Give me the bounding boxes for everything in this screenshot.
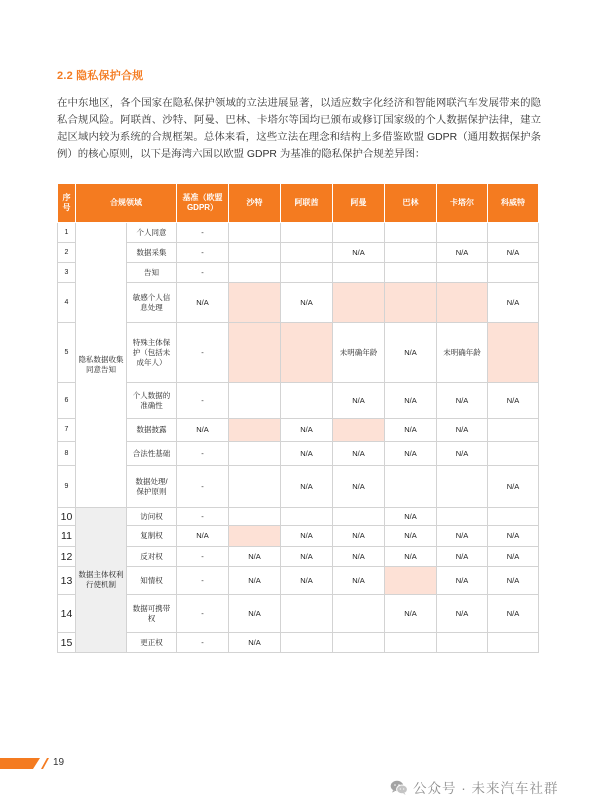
value-cell: N/A [488,383,539,419]
value-cell: 未明确年龄 [437,323,488,383]
value-cell: N/A [385,547,437,567]
table-row [58,323,539,383]
table-row [58,263,539,283]
value-cell: N/A [281,547,333,567]
table-row [58,383,539,419]
header-column: 科威特 [488,184,539,223]
value-cell: N/A [385,442,437,466]
row-number-cell: 2 [58,243,76,263]
table-row [58,595,539,633]
item-cell: 敏感个人信息处理 [127,283,177,323]
table-row [58,419,539,442]
value-cell [437,633,488,653]
value-cell [229,466,281,508]
item-cell: 数据处理/保护原则 [127,466,177,508]
value-cell: N/A [437,526,488,547]
table-row [58,442,539,466]
row-number-cell: 3 [58,263,76,283]
value-cell: N/A [177,419,229,442]
item-cell: 合法性基础 [127,442,177,466]
table-row [58,243,539,263]
table-row [58,526,539,547]
value-cell: N/A [437,547,488,567]
value-cell: N/A [437,383,488,419]
value-cell: - [177,243,229,263]
value-cell [333,595,385,633]
value-cell-highlighted [229,419,281,442]
value-cell [333,223,385,243]
value-cell [385,466,437,508]
value-cell [229,263,281,283]
header-column: 阿曼 [333,184,385,223]
value-cell [281,508,333,526]
value-cell: - [177,466,229,508]
table-row [58,547,539,567]
value-cell: N/A [333,526,385,547]
table-row [58,508,539,526]
value-cell: N/A [488,466,539,508]
value-cell: N/A [488,567,539,595]
value-cell: N/A [333,466,385,508]
row-number-cell: 12 [58,547,76,567]
value-cell: N/A [177,283,229,323]
header-column: 基准（欧盟GDPR） [177,184,229,223]
value-cell-highlighted [488,323,539,383]
row-number-cell: 6 [58,383,76,419]
value-cell [385,263,437,283]
value-cell: N/A [437,442,488,466]
value-cell [281,263,333,283]
value-cell [488,223,539,243]
value-cell: 未明确年龄 [333,323,385,383]
value-cell [488,633,539,653]
value-cell: - [177,567,229,595]
value-cell: - [177,633,229,653]
table-header-row [58,184,539,223]
value-cell [281,633,333,653]
row-number-cell: 10 [58,508,76,526]
row-number-cell: 11 [58,526,76,547]
category-cell: 隐私数据收集同意告知 [76,223,127,508]
page-number: 19 [53,757,65,768]
row-number-cell: 15 [58,633,76,653]
watermark [390,777,559,797]
value-cell: N/A [281,567,333,595]
item-cell: 告知 [127,263,177,283]
value-cell: - [177,223,229,243]
value-cell: N/A [488,595,539,633]
value-cell [488,419,539,442]
value-cell [229,383,281,419]
row-number-cell: 5 [58,323,76,383]
value-cell [229,508,281,526]
value-cell-highlighted [229,323,281,383]
value-cell: - [177,323,229,383]
table-row [58,223,539,243]
value-cell-highlighted [229,526,281,547]
value-cell-highlighted [385,283,437,323]
value-cell: - [177,442,229,466]
value-cell: N/A [177,526,229,547]
value-cell [488,508,539,526]
value-cell: N/A [281,419,333,442]
row-number-cell: 8 [58,442,76,466]
value-cell: N/A [488,547,539,567]
value-cell [437,466,488,508]
row-number-cell: 9 [58,466,76,508]
item-cell: 访问权 [127,508,177,526]
footer-accent-bar [0,758,40,769]
value-cell: N/A [385,323,437,383]
value-cell: N/A [333,383,385,419]
table-row [58,283,539,323]
value-cell: - [177,263,229,283]
value-cell: N/A [437,243,488,263]
value-cell [229,223,281,243]
value-cell [385,223,437,243]
value-cell [281,383,333,419]
value-cell: - [177,595,229,633]
row-number-cell: 14 [58,595,76,633]
row-number-cell: 4 [58,283,76,323]
table-row [58,567,539,595]
table-row [58,633,539,653]
item-cell: 个人数据的准确性 [127,383,177,419]
intro-paragraph: 在中东地区，各个国家在隐私保护领域的立法进展显著，以适应数字化经济和智能网联汽车发展带来的隐私合规风险。阿联酋、沙特、阿曼、巴林、卡塔尔等国均已颁布或修订国家级的个人数据保护法律，建立起区域内较为系统的合规框架。总体来看，这些立法在理念和结构上多借鉴欧盟 GDPR（通用数据保护条例）的核心原则，以下是海湾六国以欧盟 GDPR 为基准的隐私保护合规差异图： [57,98,541,160]
value-cell: N/A [385,526,437,547]
value-cell: N/A [281,526,333,547]
category-cell: 数据主体权利行使机制 [76,508,127,653]
value-cell [229,442,281,466]
header-index: 序号 [58,184,76,223]
value-cell [281,223,333,243]
value-cell-highlighted [333,283,385,323]
value-cell-highlighted [281,323,333,383]
header-column: 巴林 [385,184,437,223]
value-cell [281,243,333,263]
value-cell: N/A [437,419,488,442]
header-column: 卡塔尔 [437,184,488,223]
value-cell [488,442,539,466]
value-cell-highlighted [333,419,385,442]
value-cell: N/A [229,633,281,653]
value-cell: N/A [385,383,437,419]
value-cell [385,633,437,653]
value-cell [281,595,333,633]
value-cell [437,508,488,526]
row-number-cell: 1 [58,223,76,243]
value-cell [333,263,385,283]
row-number-cell: 7 [58,419,76,442]
item-cell: 知情权 [127,567,177,595]
item-cell: 个人同意 [127,223,177,243]
watermark-text: 公众号 · 未来汽车社群 [413,781,559,796]
value-cell: N/A [333,442,385,466]
wechat-icon [390,780,408,795]
value-cell [333,633,385,653]
value-cell: N/A [333,243,385,263]
header-compliance-domain: 合规领域 [76,184,177,223]
value-cell: N/A [437,595,488,633]
header-column: 阿联酋 [281,184,333,223]
value-cell [229,243,281,263]
value-cell [488,263,539,283]
value-cell: - [177,547,229,567]
privacy-compliance-table [57,183,539,653]
item-cell: 数据披露 [127,419,177,442]
value-cell: N/A [488,526,539,547]
value-cell-highlighted [229,283,281,323]
value-cell: N/A [229,567,281,595]
value-cell: N/A [437,567,488,595]
value-cell: N/A [333,567,385,595]
value-cell: - [177,508,229,526]
value-cell: N/A [229,547,281,567]
value-cell: N/A [281,442,333,466]
item-cell: 更正权 [127,633,177,653]
value-cell: N/A [385,508,437,526]
header-column: 沙特 [229,184,281,223]
row-number-cell: 13 [58,567,76,595]
value-cell: N/A [488,283,539,323]
section-heading: 2.2 隐私保护合规 [57,70,144,82]
value-cell: N/A [385,595,437,633]
value-cell [333,508,385,526]
value-cell [385,243,437,263]
item-cell: 反对权 [127,547,177,567]
value-cell: - [177,383,229,419]
value-cell [437,263,488,283]
value-cell-highlighted [385,567,437,595]
value-cell [437,223,488,243]
footer-accent-slash [41,758,49,769]
value-cell-highlighted [437,283,488,323]
value-cell: N/A [281,466,333,508]
value-cell: N/A [333,547,385,567]
item-cell: 特殊主体保护（包括未成年人） [127,323,177,383]
value-cell: N/A [488,243,539,263]
table-row [58,466,539,508]
item-cell: 数据可携带权 [127,595,177,633]
value-cell: N/A [281,283,333,323]
item-cell: 复制权 [127,526,177,547]
value-cell: N/A [385,419,437,442]
item-cell: 数据采集 [127,243,177,263]
value-cell: N/A [229,595,281,633]
